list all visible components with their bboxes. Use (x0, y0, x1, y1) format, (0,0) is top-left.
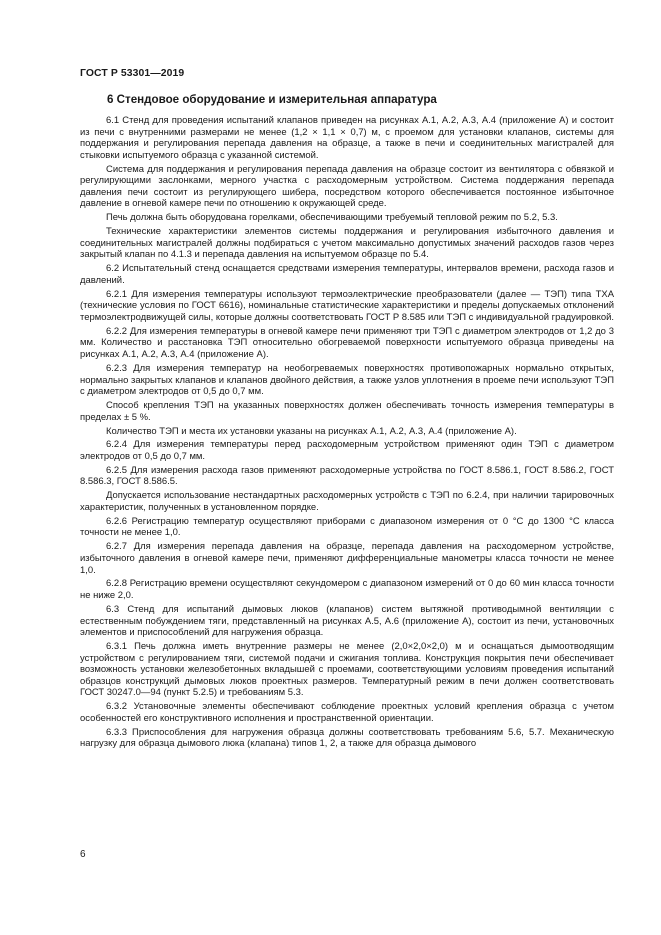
paragraph-6-2-1: 6.2.1 Для измерения температуры используют термоэлектрические преобразователи (далее — ТЭП) типа ТХА (технические условия по ГОСТ 6616), номинальные статистические характеристики и пределы допускаемых отклонений термоэлектродвижущей силы, которые должны соответствовать ГОСТ Р 8.585 или ТЭП с индивидуальной градуировкой. (80, 288, 614, 323)
page-number: 6 (80, 849, 86, 860)
paragraph-6-2-5: 6.2.5 Для измерения расхода газов применяют расходомерные устройства по ГОСТ 8.586.1, ГОСТ 8.586.2, ГОСТ 8.586.3, ГОСТ 8.586.5. (80, 464, 614, 488)
paragraph-6-3: 6.3 Стенд для испытаний дымовых люков (клапанов) систем вытяжной противодымной вентиляции с естественным побуждением тяги, представленный на рисунках А.5, А.6 (приложение А), состоит из печи, установочных элементов и приспособлений для нагружения образца. (80, 603, 614, 639)
paragraph-6-2-7: 6.2.7 Для измерения перепада давления на образце, перепада давления на расходомерном устройстве, избыточного давления в огневой камере печи, применяют дифференциальные манометры класса точности не менее 1,0. (80, 541, 614, 576)
paragraph-burners: Печь должна быть оборудована горелками, обеспечивающими требуемый тепловой режим по 5.2, 5.3. (106, 212, 558, 224)
paragraph-6-3-2: 6.3.2 Установочные элементы обеспечивают соблюдение проектных условий крепления образца с учетом особенностей его конструктивного исполнения и пространственной ориентации. (80, 701, 614, 724)
paragraph-6-2-3: 6.2.3 Для измерения температур на необогреваемых поверхностях противопожарных нормально открытых, нормально закрытых клапанов и клапанов двойного действия, а также узлов уплотнения в проеме печи используют ТЭП с диаметром электродов от 0,5 до 0,7 мм. (80, 362, 614, 398)
paragraph-6-2-8: 6.2.8 Регистрацию времени осуществляют секундомером с диапазоном измерений от 0 до 60 мин класса точности не ниже 2,0. (80, 578, 614, 602)
paragraph-6-3-1: 6.3.1 Печь должна иметь внутренние размеры не менее (2,0×2,0×2,0) м и оснащаться дымоотводящим устройством с регулированием тяги, системой подачи и сжигания топлива. Конструкция покрытия печи обеспечивает возможность установки железобетонных вкладышей с проемами, соответствующими условиям проведения испытаний образцов конструкций дымовых люков проектных размеров. Температурный режим в печи должен соответствовать ГОСТ 30247.0—94 (пункт 5.2.5) и требованиям 5.3. (80, 640, 614, 699)
body-text (80, 115, 614, 752)
paragraph-nonstandard: Допускается использование нестандартных расходомерных устройств с ТЭП по 6.2.4, при наличии тарировочных характеристик, полученных в установленном порядке. (80, 490, 614, 513)
paragraph-characteristics: Технические характеристики элементов системы поддержания и регулирования избыточного давления и соединительных магистралей должны подбираться с учетом максимально допустимых значений расходов газов через закрытый клапан по 4.1.3 и перепада давления на испытуемом образце по 5.4. (80, 226, 614, 261)
paragraph-system: Система для поддержания и регулирования перепада давления на образце состоит из вентилятора с обвязкой и регулирующими заслонками, мерного участка с расходомерным устройством. Система поддержания перепада давления печи состоит из регулирующего шибера, посредством которого обеспечивается постоянное избыточное давление в огневой камере печи по отношению к окружающей среде. (80, 163, 614, 210)
section-title: 6 Стендовое оборудование и измерительная аппаратура (107, 93, 437, 106)
document-header: ГОСТ Р 53301—2019 (80, 68, 185, 79)
paragraph-6-2-6: 6.2.6 Регистрацию температур осуществляют приборами с диапазоном измерения от 0 °С до 1300 °С класса точности не менее 1,0. (80, 515, 614, 539)
paragraph-6-3-3: 6.3.3 Приспособления для нагружения образца должны соответствовать требованиям 5.6, 5.7. Механическую нагрузку для образца дымового люка (клапана) типов 1, 2, а также для образца дымового (80, 726, 614, 750)
paragraph-6-1: 6.1 Стенд для проведения испытаний клапанов приведен на рисунках А.1, А.2, А.3, А.4 (приложение А) и состоит из печи с внутренними размерами не менее (1,2 × 1,1 × 0,7) м, с проемом для установки клапанов, системы для поддержания и регулирования перепада давления на образце, а также в печи и соединительных магистралей для стыковки испытуемого образца с указанной системой. (80, 115, 614, 161)
paragraph-6-2: 6.2 Испытательный стенд оснащается средствами измерения температуры, интервалов времени, расхода газов и давлений. (80, 263, 614, 286)
paragraph-count: Количество ТЭП и места их установки указаны на рисунках А.1, А.2, А.3, А.4 (приложение А). (106, 425, 517, 437)
paragraph-6-2-2: 6.2.2 Для измерения температуры в огневой камере печи применяют три ТЭП с диаметром электродов от 1,2 до 3 мм. Количество и расстановка ТЭП относительно обогреваемой поверхности испытуемого образца приведены на рисунках А.1, А.2, А.3, А.4 (приложение А). (80, 325, 614, 361)
paragraph-mounting: Способ крепления ТЭП на указанных поверхностях должен обеспечивать точность измерения температуры в пределах ± 5 %. (80, 400, 614, 423)
paragraph-6-2-4: 6.2.4 Для измерения температуры перед расходомерным устройством применяют один ТЭП с диаметром электродов от 0,5 до 0,7 мм. (80, 439, 614, 462)
